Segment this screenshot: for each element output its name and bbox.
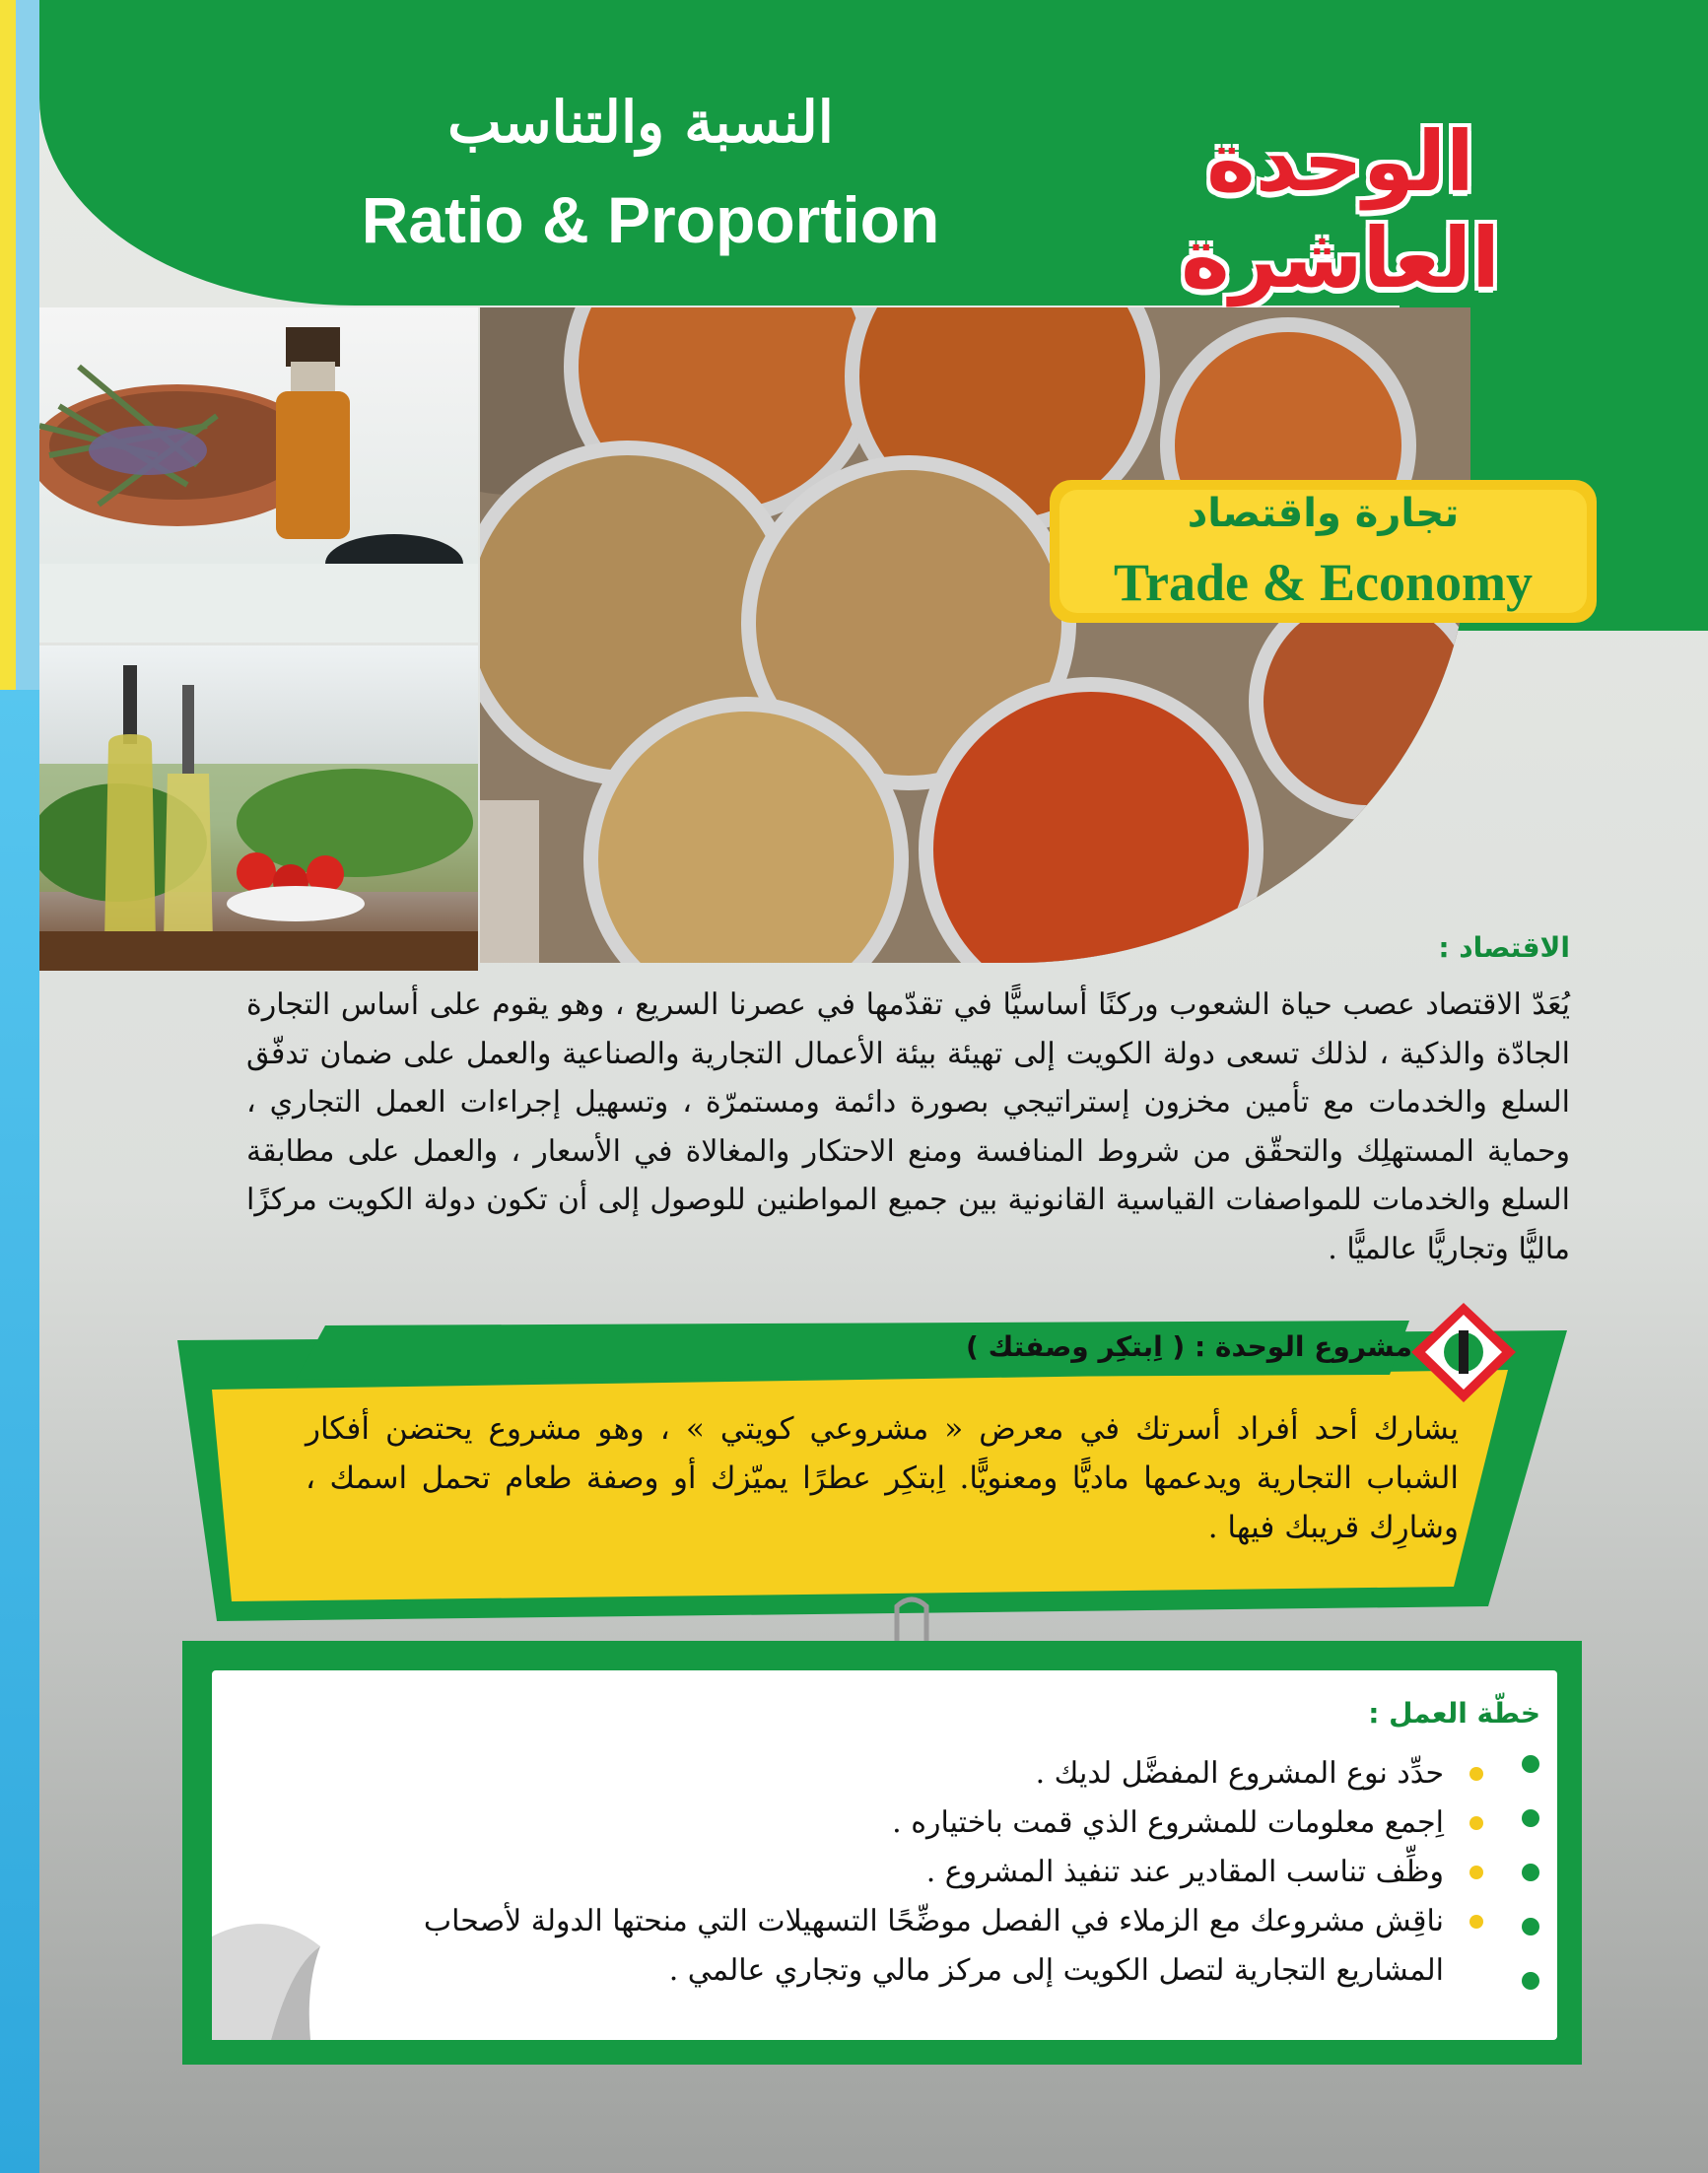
page-curl-icon	[212, 1907, 330, 2040]
bullet-icon	[1469, 1866, 1483, 1879]
title-arabic: النسبة والتناسب	[447, 89, 834, 156]
work-plan-heading: خطّة العمل :	[1368, 1697, 1540, 1730]
economy-heading: الاقتصاد :	[1438, 931, 1570, 964]
bullet-icon	[1469, 1915, 1483, 1929]
economy-paragraph: يُعَدّ الاقتصاد عصب حياة الشعوب وركنًا أساسيًّا في تقدّمها في عصرنا السريع ، وهو يقوم على أساس التجارة الجادّة والذكية ، لذلك تسعى دولة الكويت إلى تهيئة بيئة الأعمال التجارية والصناعية والعمل على ضمان تدفّق السلع والخدمات مع تأمين مخزون إستراتيجي بصورة دائمة ومستمرّة ، وتسهيل إجراءات العمل التجاري ، وحماية المستهلِك والتحقّق من شروط المنافسة ومنع الاحتكار والمغالاة في الأسعار ، والعمل على مطابقة السلع والخدمات للمواصفات القياسية القانونية بين جميع المواطنين للوصول إلى أن تكون دولة الكويت مركزًا ماليًّا وتجاريًّا عالميًّا .	[246, 987, 1570, 1266]
work-plan-item: اِجمع معلومات للمشروع الذي قمت باختياره .	[325, 1799, 1483, 1848]
title-english: Ratio & Proportion	[361, 183, 940, 256]
project-badge-icon	[1409, 1301, 1518, 1404]
bullet-icon	[1469, 1816, 1483, 1830]
work-plan-item: ناقِش مشروعك مع الزملاء في الفصل موضِّحًا التسهيلات التي منحتها الدولة لأصحاب المشاريع التجارية لتصل الكويت إلى مركز مالي وتجاري عالمي .	[325, 1897, 1483, 1996]
work-plan-list	[325, 1749, 1483, 1996]
notebook-holes	[1516, 1695, 1545, 2020]
side-strip-light-blue	[16, 0, 39, 690]
side-strip-blue	[0, 690, 39, 2173]
theme-label-english: Trade & Economy	[1114, 553, 1533, 612]
work-plan-item: وظِّف تناسب المقادير عند تنفيذ المشروع .	[325, 1848, 1483, 1897]
side-strip-yellow	[0, 0, 16, 690]
project-paragraph: يشارك أحد أفراد أسرتك في معرض « مشروعي كويتي » ، وهو مشروع يحتضن أفكار الشباب التجارية ويدعمها ماديًّا ومعنويًّا. اِبتكِر عطرًا يميّزك أو وصفة طعام تحمل اسمك ، وشارِك قريبك فيها .	[306, 1411, 1459, 1545]
photo-spice-bowls	[480, 307, 1470, 963]
project-heading: مشروع الوحدة : ( اِبتكِر وصفتك )	[966, 1330, 1412, 1363]
unit-title: الوحدة العاشرة	[1181, 113, 1500, 306]
photo-oil-vegetables	[39, 645, 478, 971]
photo-herbs-oil	[39, 307, 478, 643]
theme-label-arabic: تجارة واقتصاد	[1187, 491, 1460, 536]
bullet-icon	[1469, 1767, 1483, 1781]
work-plan-item: حدِّد نوع المشروع المفضَّل لديك .	[325, 1749, 1483, 1799]
